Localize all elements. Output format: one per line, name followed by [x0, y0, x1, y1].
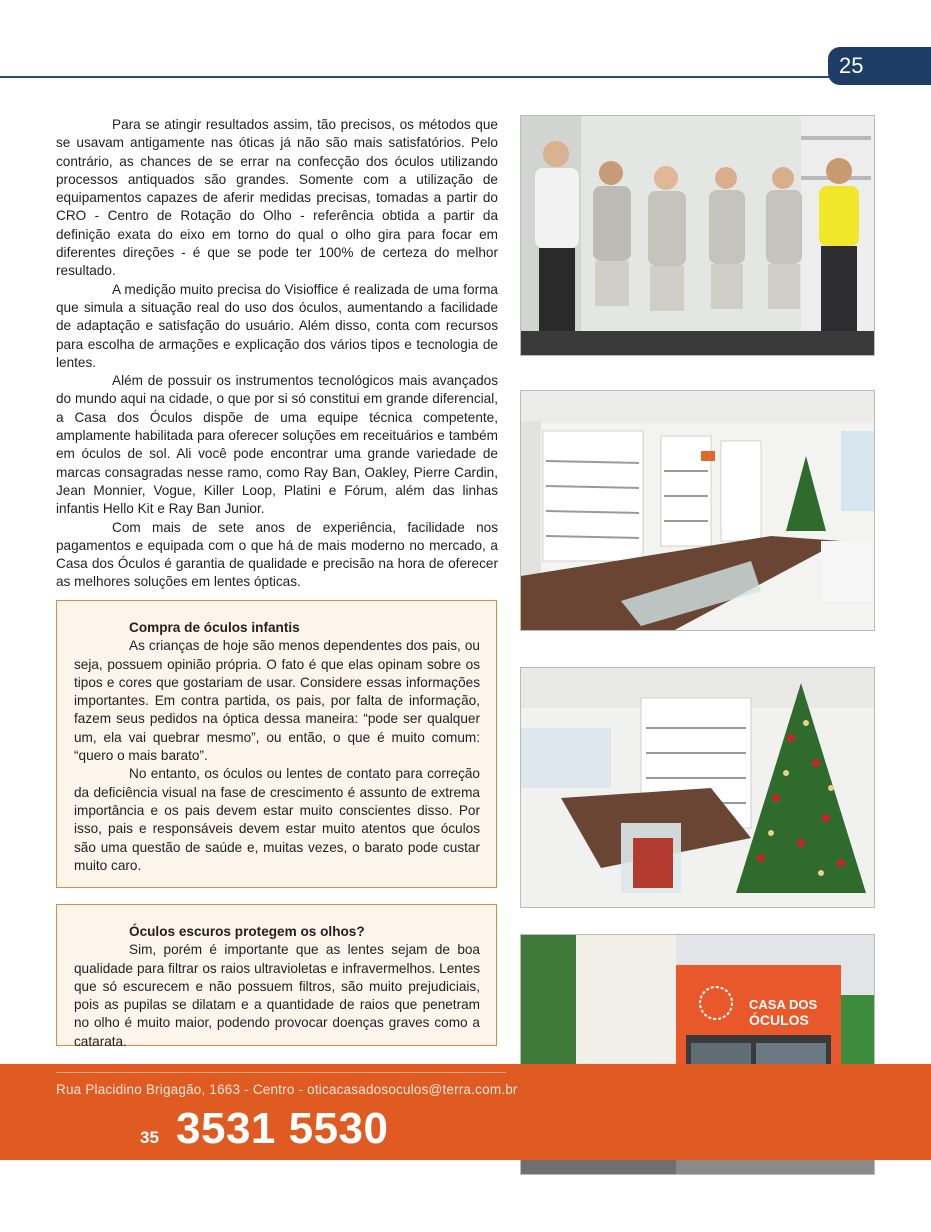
box-paragraph: No entanto, os óculos ou lentes de contato para correção da deficiência visual na fase de crescimento é assunto de extrema importância e os pais devem estar muito conscientes disso. Por isso, pais e responsáveis devem estar muito atentos que óculos são uma questão de saúde e, muitas vezes, o barato pode custar muito caro. [74, 766, 480, 873]
sidebar-box-sunglasses [56, 904, 497, 1049]
header-rule [0, 76, 840, 78]
store-interior-photo [520, 390, 875, 631]
article-paragraph: Além de possuir os instrumentos tecnológicos mais avançados do mundo aqui na cidade, o que por si só constitui em grande diferencial, a Casa dos Óculos dispõe de uma equipe técnica competente, amplamente habilitada para oferecer soluções em receituários e também em óculos de sol. Ali você pode encontrar uma grande variedade de marcas consagradas nesse ramo, como Ray Ban, Oakley, Pierre Cardin, Jean Monnier, Vogue, Killer Loop, Platini e Fórum, além das linhas infantis Hello Kit e Ray Ban Junior. [56, 373, 498, 517]
sidebar-box-children-glasses [56, 600, 497, 888]
article-paragraph: Com mais de sete anos de experiência, facilidade nos pagamentos e equipada com o que há de mais moderno no mercado, a Casa dos Óculos é garantia de qualidade e precisão na hora de oferecer as melhores soluções em lentes ópticas. [56, 519, 498, 590]
box-paragraph: Sim, porém é importante que as lentes sejam de boa qualidade para filtrar os raios ultravioletas e infravermelhos. Lentes que só escurecem e não possuem filtros, são muito prejudiciais, pois as pupilas se dilatam e a quantidade de raios que penetram no olho é muito maior, podendo provocar doenças graves como a catarata. [74, 942, 480, 1049]
store-sign-line2: ÓCULOS [749, 1012, 809, 1028]
page-number: 25 [828, 47, 931, 85]
footer-address: Rua Placidino Brigagão, 1663 - Centro - oticacasadosoculos@terra.com.br [56, 1082, 518, 1097]
phone-number: 3531 5530 [176, 1104, 389, 1153]
staff-group-photo [520, 115, 875, 356]
box-title: Compra de óculos infantis [129, 620, 300, 635]
box-paragraph: As crianças de hoje são menos dependentes dos pais, ou seja, possuem opinião própria. O fato é que elas opinam sobre os tipos e cores que gostariam de usar. Considere essas informações importantes. Em contra partida, os pais, por falta de informação, fazem seus pedidos na óptica dessa maneira: “pode ser qualquer um, ela vai quebrar mesmo”, ou então, o que é muito comum: “quero o mais barato”. [74, 638, 480, 764]
box-title: Óculos escuros protegem os olhos? [129, 924, 365, 939]
footer-rule [56, 1072, 506, 1073]
christmas-tree-photo [520, 667, 875, 908]
phone-area-code: 35 [140, 1128, 159, 1147]
main-article [56, 116, 498, 592]
article-paragraph: Para se atingir resultados assim, tão precisos, os métodos que se usavam antigamente nas óticas já não são mais satisfatórios. Pelo contrário, as chances de se errar na confecção dos óculos utilizando processos antiquados são grandes. Somente com a utilização de equipamentos capazes de aferir medidas precisas, tomadas a partir do CRO - Centro de Rotação do Olho - referência obtida a partir da definição exata do eixo em torno do qual o olho gira para focar em diferentes direções - é que se pode ter 100% de certeza do melhor resultado. [56, 117, 498, 279]
footer-banner [0, 1064, 931, 1160]
article-paragraph: A medição muito precisa do Visioffice é realizada de uma forma que simula a situação real do uso dos óculos, aumentando a facilidade de adaptação e satisfação do usuário. Além disso, conta com recursos para escolha de armações e explicação dos vários tipos e tecnologia de lentes. [56, 281, 498, 370]
store-sign-line1: CASA DOS [749, 997, 818, 1012]
